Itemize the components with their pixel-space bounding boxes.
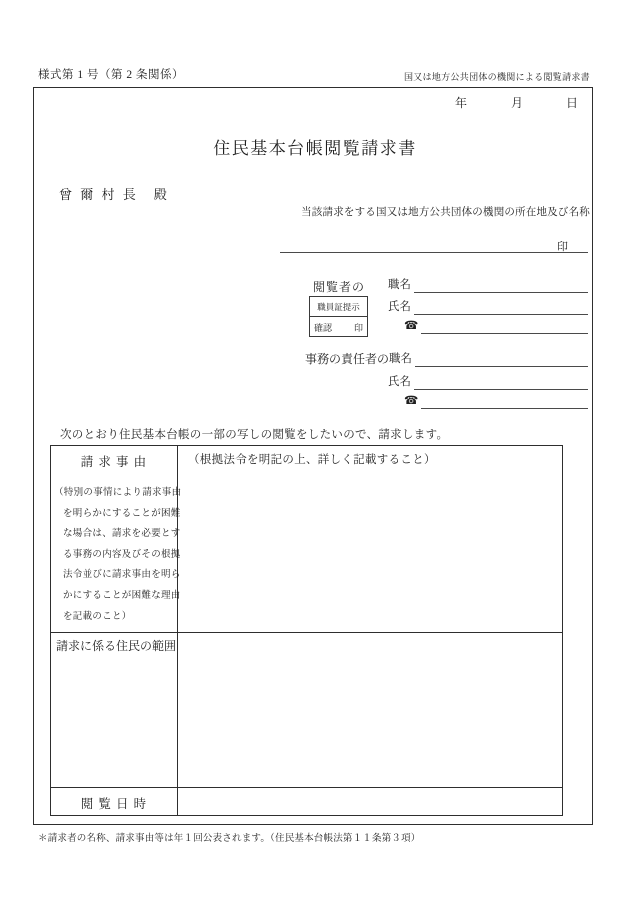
header-note-label: 国又は地方公共団体の機関による閲覧請求書 (403, 72, 590, 82)
agency-seal-label: 印 (557, 241, 568, 253)
agency-name-field[interactable] (280, 233, 588, 253)
id-check-seal-box[interactable] (309, 296, 368, 337)
viewer-phone-row (404, 318, 588, 334)
statement-text: 次のとおり住民基本台帳の一部の写しの閲覧をしたいので、請求します。 (60, 429, 449, 441)
note-line: （特別の事情により請求事由 (54, 488, 182, 498)
footnote-text: ＊請求者の名称、請求事由等は年１回公表されます。（住民基本台帳法第１１条第３項） (38, 834, 421, 844)
form-number-label: 様式第 1 号（第 2 条関係） (38, 69, 184, 81)
note-line: 法令並びに請求事由を明ら (63, 570, 181, 581)
viewer-phone-field[interactable] (421, 318, 588, 334)
month-label: 月 (511, 96, 524, 110)
responsible-phone-row (404, 393, 588, 409)
addressee-label: 曾 爾 村 長 殿 (59, 187, 170, 202)
year-label: 年 (455, 96, 468, 110)
viewer-job-title-field[interactable] (414, 277, 588, 293)
viewer-name-field[interactable] (414, 299, 588, 315)
responsible-name-field[interactable] (414, 374, 588, 390)
note-line: る事務の内容及びその根拠 (63, 549, 181, 560)
page-title: 住民基本台帳閲覧請求書 (213, 139, 417, 158)
viewing-datetime-header: 閲 覧 日 時 (80, 797, 148, 811)
note-line: を記載のこと） (63, 611, 132, 622)
resident-scope-input-cell[interactable] (179, 633, 562, 787)
request-reason-header: 請 求 事 由 (80, 455, 148, 469)
responsible-phone-field[interactable] (421, 393, 588, 409)
id-check-confirm-label: 確認 (314, 322, 333, 333)
note-line: を明らかにすることが困難 (63, 508, 181, 519)
responsible-prefix-label: 事務の責任者の (305, 352, 390, 366)
viewer-job-title-label: 職名 (388, 279, 411, 291)
request-reason-input-cell[interactable] (179, 446, 562, 632)
request-reason-note (54, 483, 182, 627)
note-line: な場合は、請求を必要とす (63, 529, 181, 540)
phone-icon: ☎ (404, 320, 419, 332)
table-column-divider (177, 446, 178, 815)
note-line: かにすることが困難な理由 (63, 590, 181, 601)
viewing-datetime-input-cell[interactable] (179, 788, 562, 815)
viewer-name-label: 氏名 (388, 301, 411, 313)
viewer-name-row (388, 299, 588, 315)
request-table (50, 445, 563, 816)
agency-address-label: 当該請求をする国又は地方公共団体の機関の所在地及び名称 (301, 207, 590, 218)
request-reason-hint: （根拠法令を明記の上、詳しく記載すること） (188, 454, 436, 466)
resident-scope-header: 請求に係る住民の範囲 (56, 639, 177, 653)
responsible-name-row (388, 374, 588, 390)
responsible-job-title-field[interactable] (415, 351, 588, 367)
responsible-job-title-row (305, 351, 588, 367)
responsible-name-label: 氏名 (388, 376, 411, 388)
viewer-job-title-row (388, 277, 588, 293)
id-check-line1-label: 職員証提示 (310, 297, 367, 317)
phone-icon: ☎ (404, 395, 419, 407)
viewer-prefix-label: 閲覧者の (313, 280, 366, 294)
id-check-seal-label: 印 (353, 322, 363, 333)
day-label: 日 (566, 96, 579, 110)
responsible-job-title-label: 職名 (389, 353, 413, 365)
